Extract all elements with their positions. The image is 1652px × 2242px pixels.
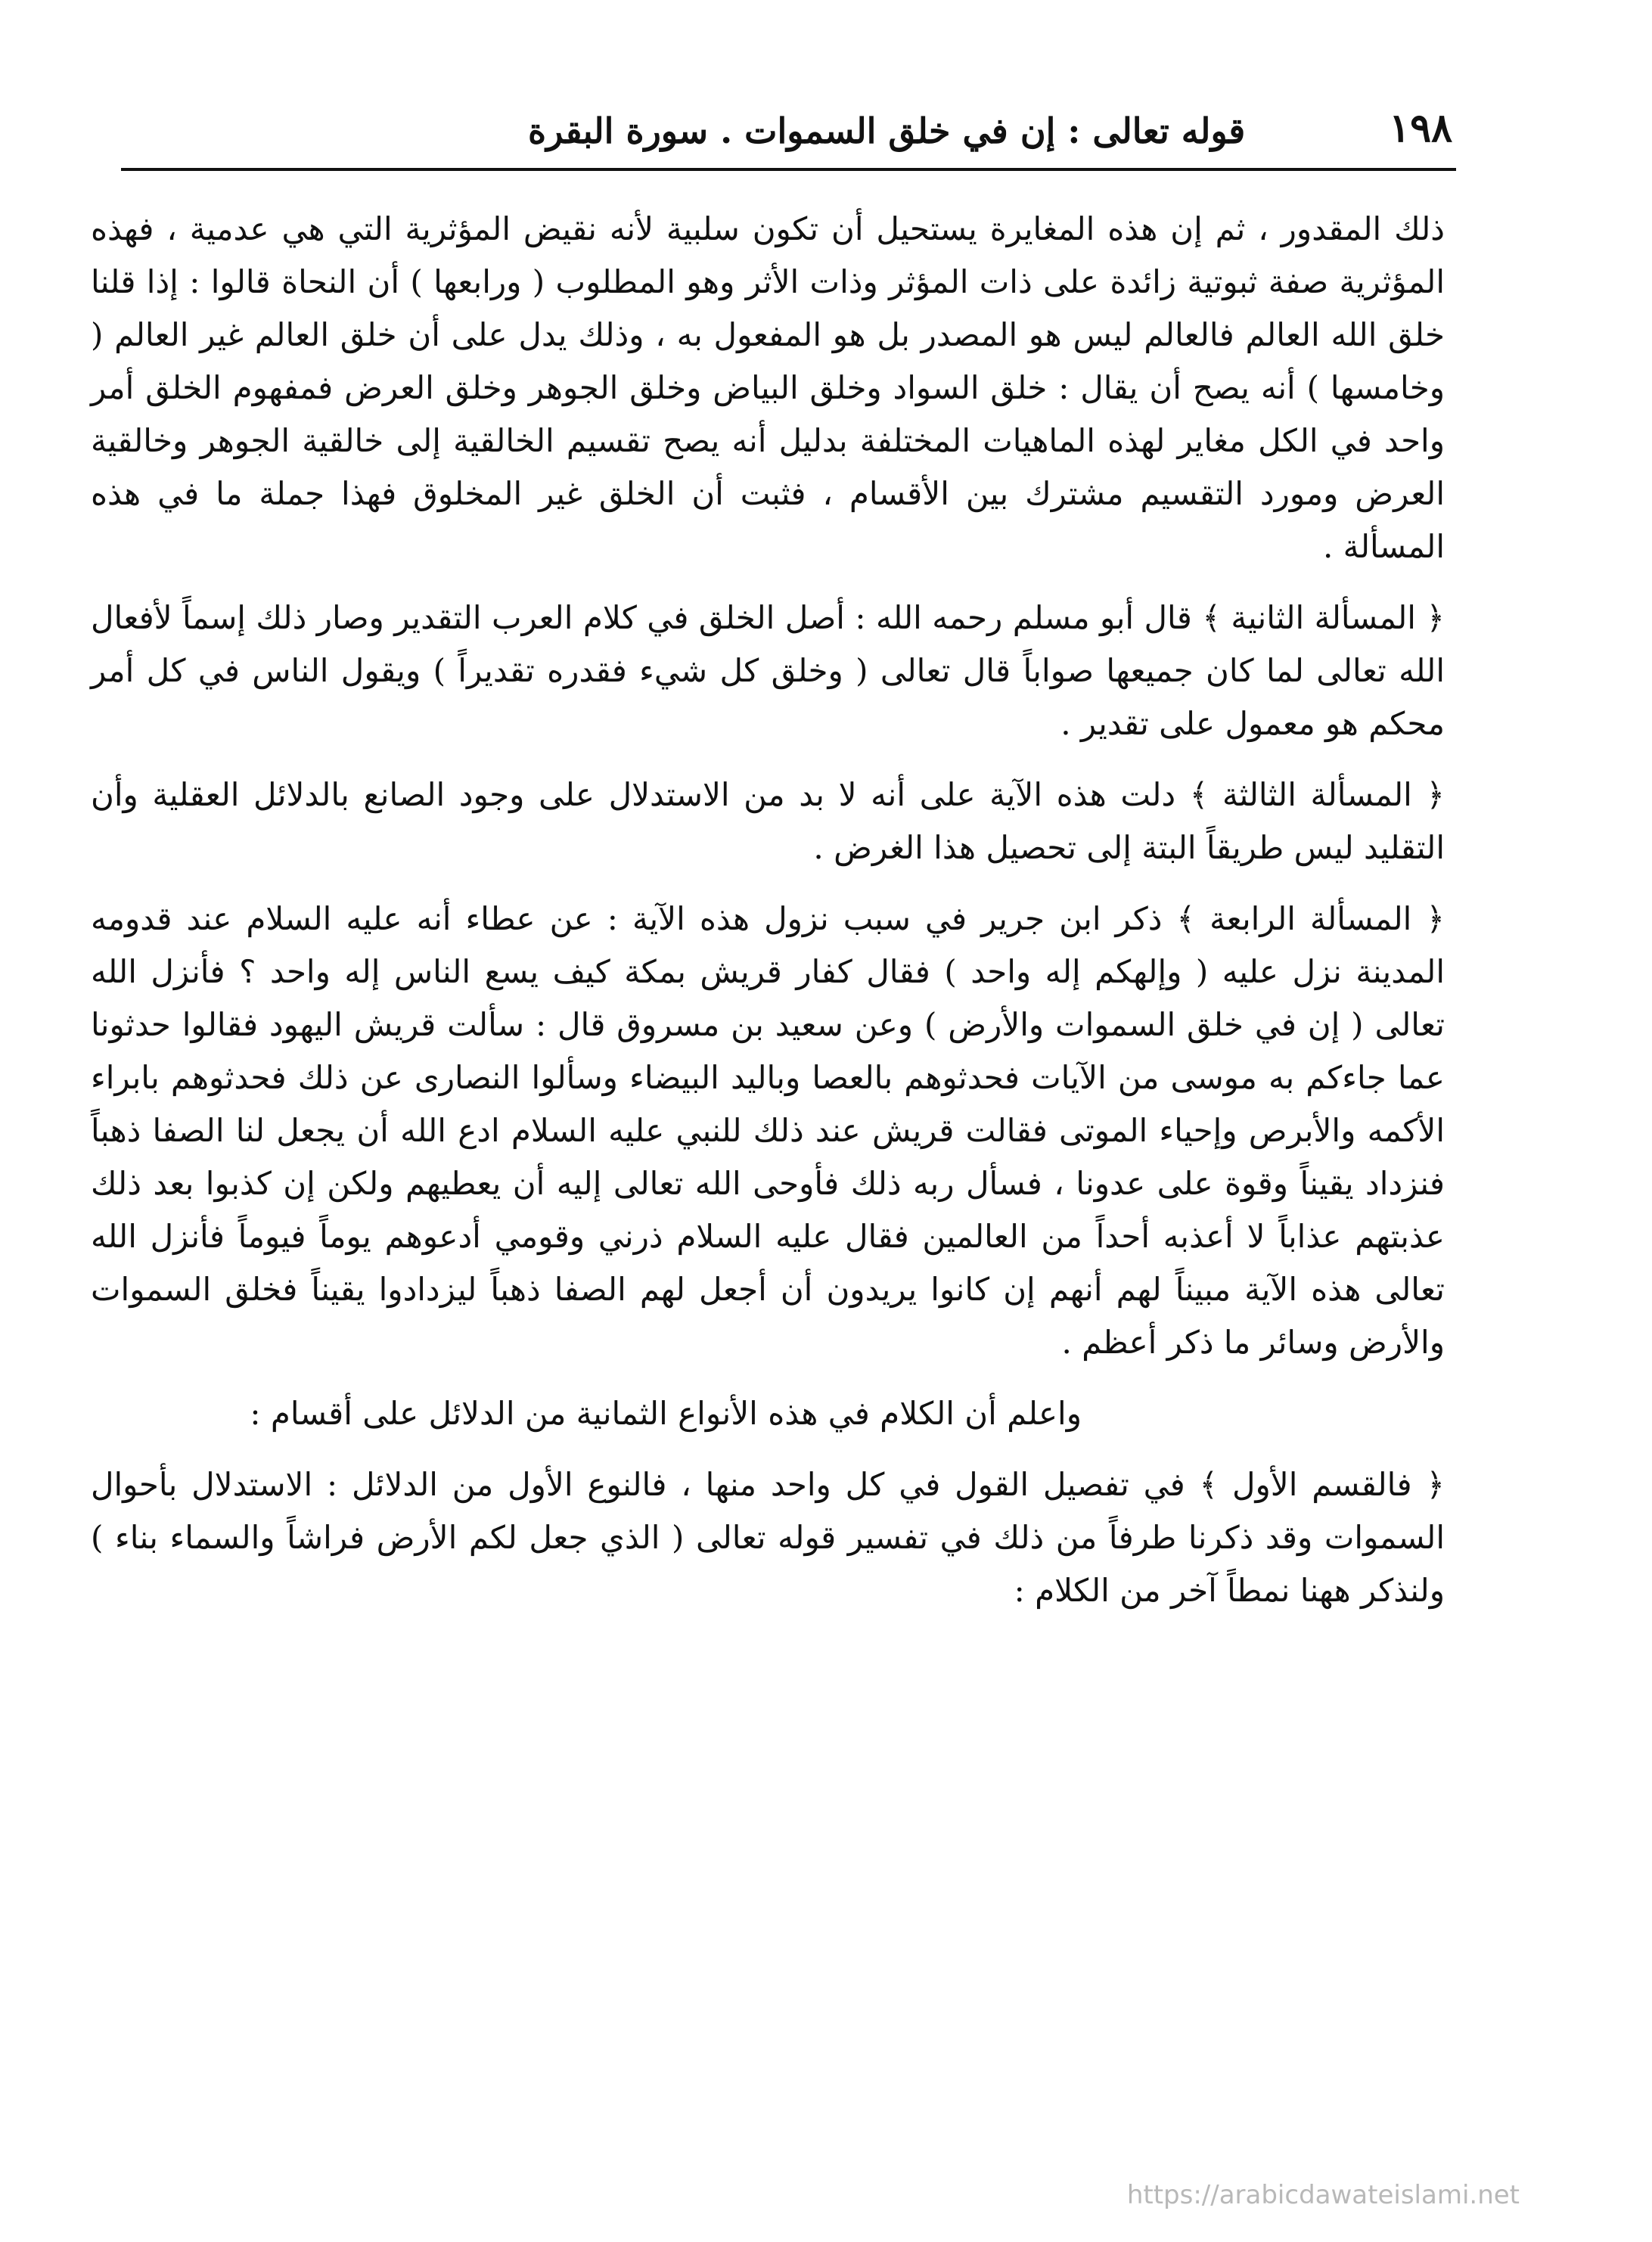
paragraph-4-fourth-issue: ﴿ المسألة الرابعة ﴾ ذكر ابن جرير في سبب نزول هذه الآية : عن عطاء أنه عليه السلام عند قدومه المدينة نزل عليه ( وإلهكم إله واحد ) فقال كفار قريش بمكة كيف يسع الناس إله واحد ؟ فأنزل الله تعالى ( إن في خلق السموات والأرض ) وعن سعيد بن مسروق قال : سألت قريش اليهود فقالوا حدثونا عما جاءكم به موسى من الآيات فحدثوهم بالعصا وباليد البيضاء وسألوا النصارى عن ذلك فحدثوهم بابراء الأكمه والأبرص وإحياء الموتى فقالت قريش عند ذلك للنبي عليه السلام ادع الله أن يجعل لنا الصفا ذهباً فنزداد يقيناً وقوة على عدونا ، فسأل ربه ذلك فأوحى الله تعالى إليه أن يعطيهم ولكن إن كذبوا بعد ذلك عذبتهم عذاباً لا أعذبه أحداً من العالمين فقال عليه السلام ذرني وقومي أدعوهم يوماً فيوماً فأنزل الله تعالى هذه الآية مبيناً لهم أنهم إن كانوا يريدون أن أجعل لهم الصفا ذهباً ليزدادوا يقيناً فخلق السموات والأرض وسائر ما ذكر أعظم . bbox=[91, 900, 1445, 1361]
paragraph-3-third-issue: ﴿ المسألة الثالثة ﴾ دلت هذه الآية على أنه لا بد من الاستدلال على وجود الصانع بالدلائل العقلية وأن التقليد ليس طريقاً البتة إلى تحصيل هذا الغرض . bbox=[91, 776, 1445, 866]
paragraph-1: ذلك المقدور ، ثم إن هذه المغايرة يستحيل أن تكون سلبية لأنه نقيض المؤثرية التي هي عدمية ، فهذه المؤثرية صفة ثبوتية زائدة على ذات المؤثر وذات الأثر وهو المطلوب ( ورابعها ) أن النحاة قالوا : إذا قلنا خلق الله العالم فالعالم ليس هو المصدر بل هو المفعول به ، وذلك يدل على أن خلق العالم غير العالم ( وخامسها ) أنه يصح أن يقال : خلق السواد وخلق البياض وخلق الجوهر وخلق العرض فمفهوم الخلق أمر واحد في الكل مغاير لهذه الماهيات المختلفة بدليل أنه يصح تقسيم الخالقية إلى خالقية الجوهر وخالقية العرض ومورد التقسيم مشترك بين الأقسام ، فثبت أن الخلق غير المخلوق فهذا جملة ما في هذه المسألة . bbox=[91, 210, 1446, 565]
header-rule bbox=[121, 168, 1456, 171]
paragraph-6-first-section: ﴿ فالقسم الأول ﴾ في تفصيل القول في كل واحد منها ، فالنوع الأول من الدلائل : الاستدلال بأحوال السموات وقد ذكرنا طرفاً من ذلك في تفسير قوله تعالى ( الذي جعل لكم الأرض فراشاً والسماء بناء ) ولنذكر ههنا نمطاً آخر من الكلام : bbox=[91, 1466, 1445, 1609]
running-head: قوله تعالى : إن في خلق السموات . سورة البقرة bbox=[528, 110, 1246, 151]
page-header bbox=[129, 91, 1452, 151]
watermark-url: https://arabicdawateislami.net bbox=[1126, 2180, 1520, 2210]
page-number: ١٩٨ bbox=[1389, 105, 1452, 151]
body-text bbox=[91, 203, 1445, 1635]
paragraph-5-know-that: واعلم أن الكلام في هذه الأنواع الثمانية من الدلائل على أقسام : bbox=[250, 1395, 1082, 1432]
paragraph-2-second-issue: ﴿ المسألة الثانية ﴾ قال أبو مسلم رحمه الله : أصل الخلق في كلام العرب التقدير وصار ذلك إسماً لأفعال الله تعالى لما كان جميعها صواباً قال تعالى ( وخلق كل شيء فقدره تقديراً ) ويقول الناس في كل أمر محكم هو معمول على تقدير . bbox=[91, 599, 1445, 742]
